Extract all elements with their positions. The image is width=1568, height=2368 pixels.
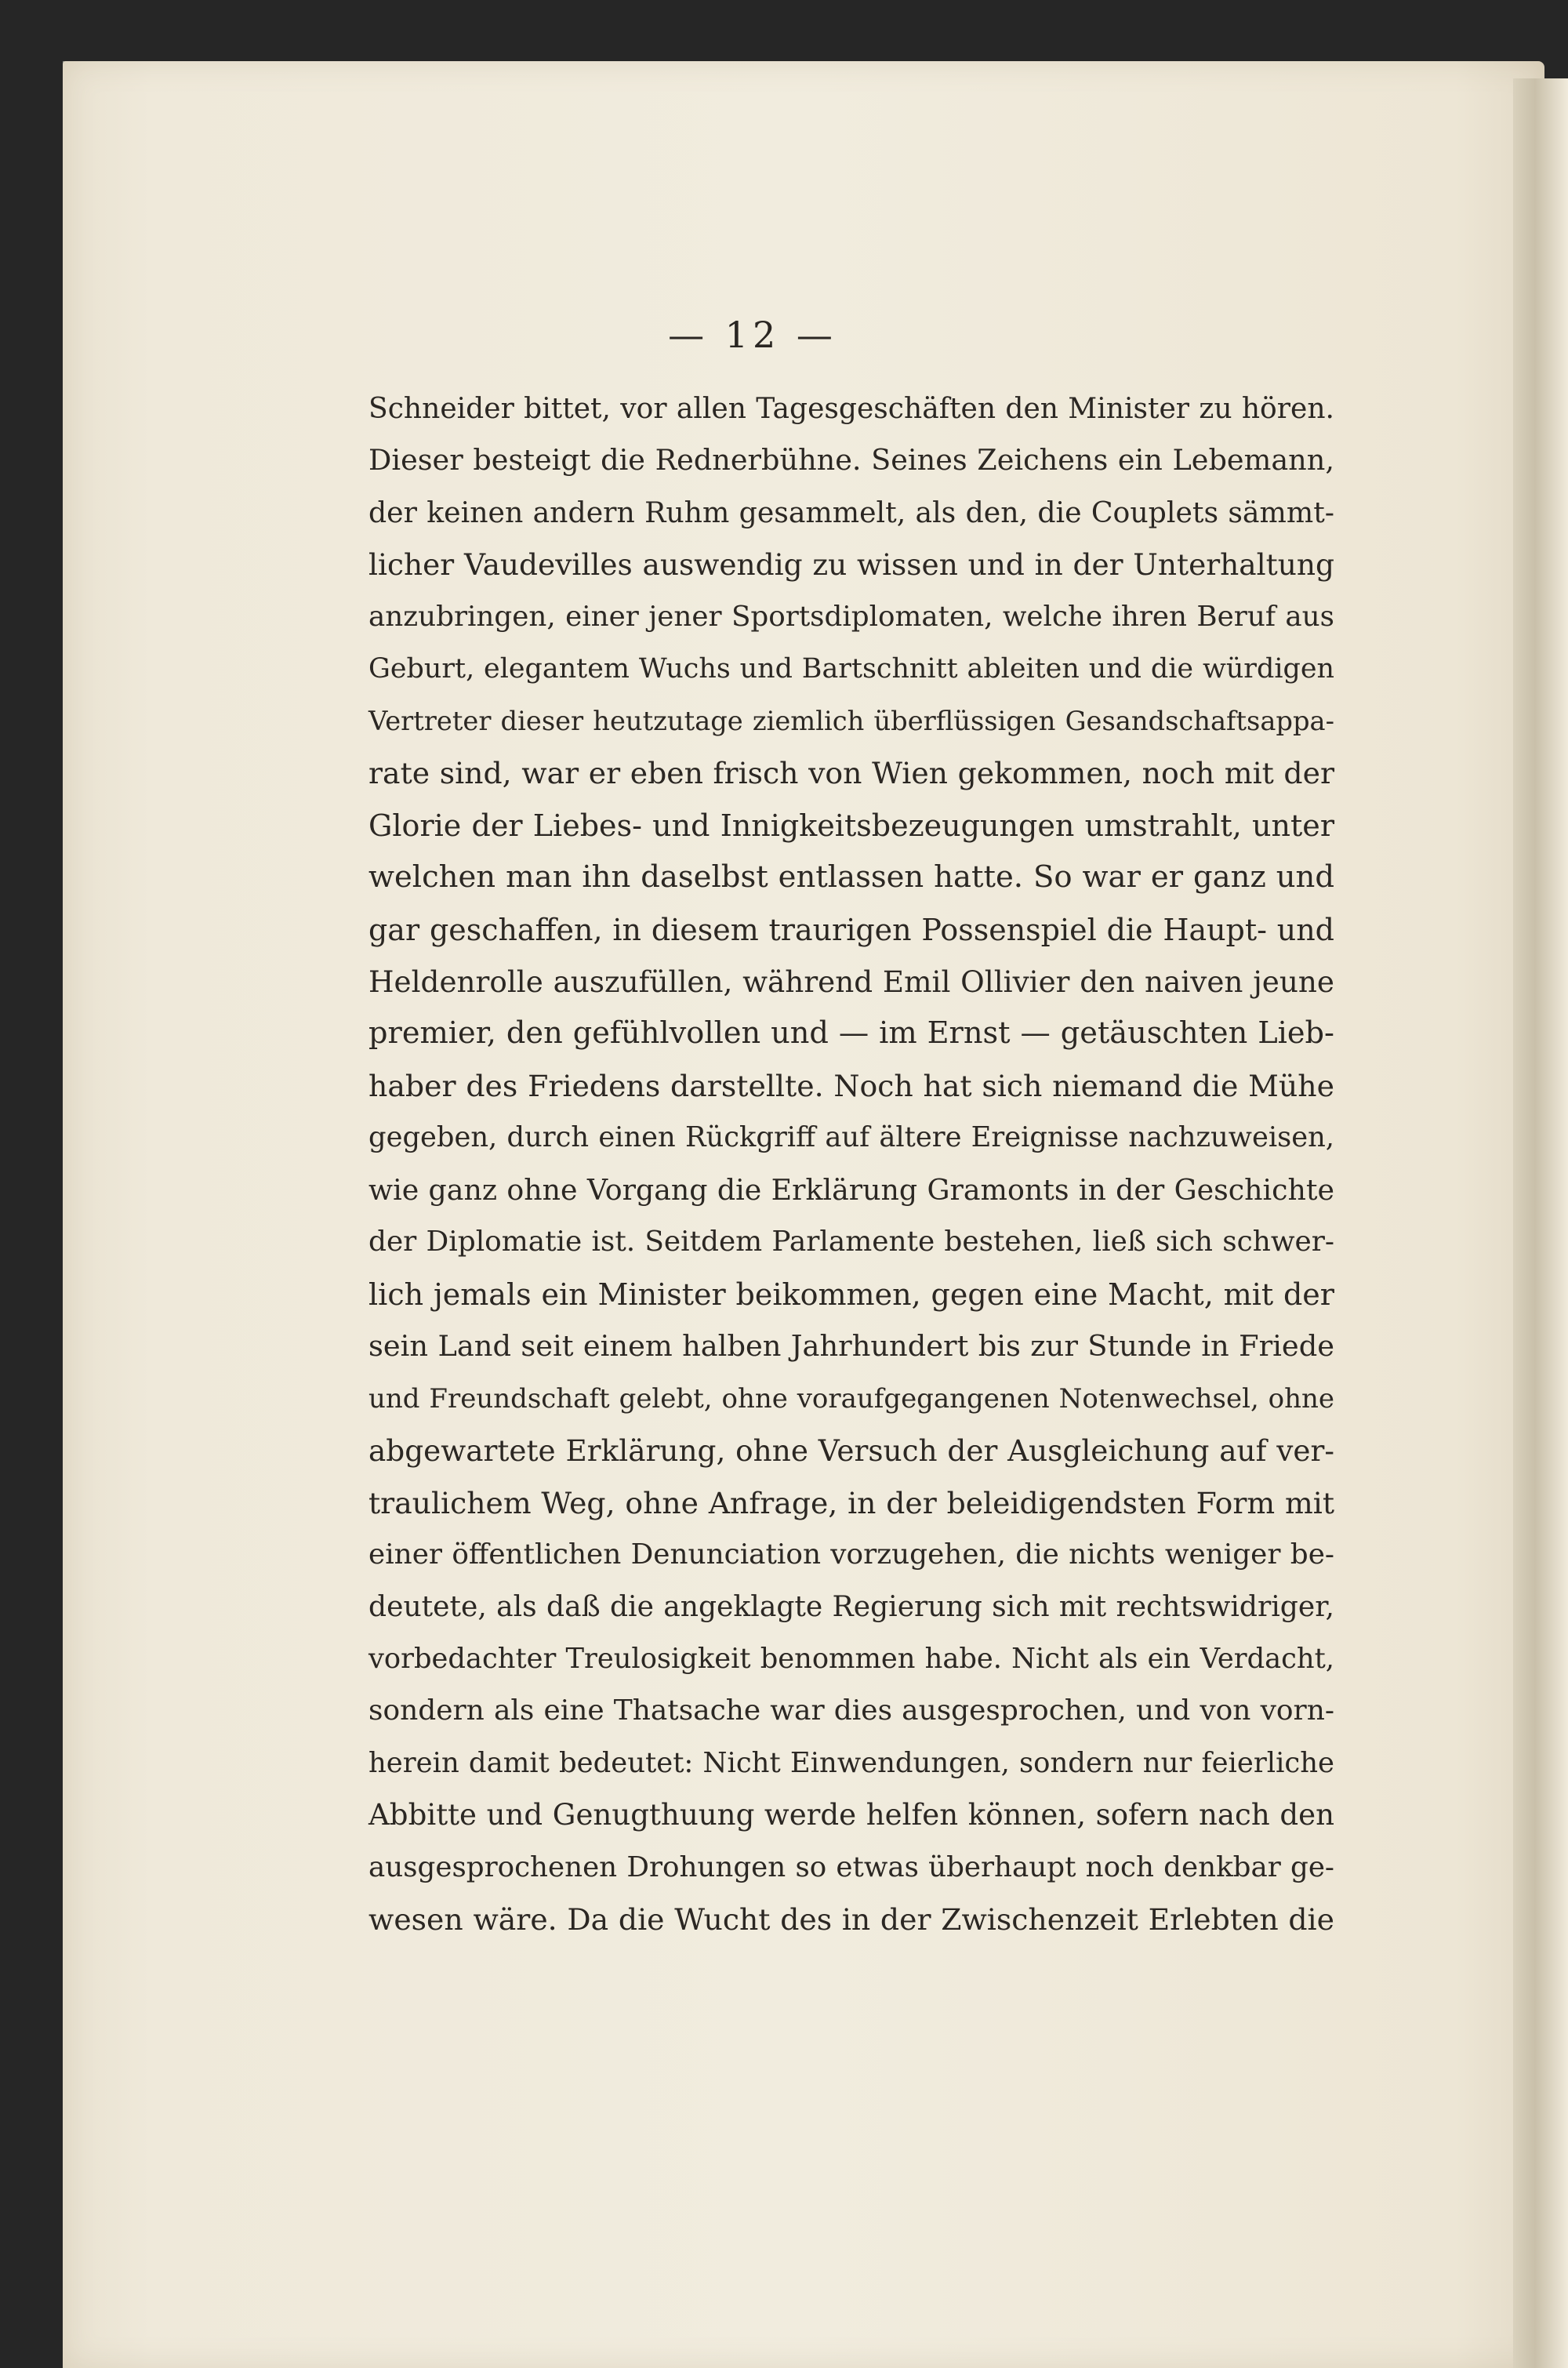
text-line: anzubringen, einer jener Sportsdiplomaten, welche ihren Beruf aus bbox=[368, 600, 1334, 633]
text-line: haber des Friedens darstellte. Noch hat sich niemand die Mühe bbox=[368, 1068, 1334, 1103]
text-line: gegeben, durch einen Rückgriff auf ältere Ereignisse nachzuweisen, bbox=[368, 1121, 1334, 1154]
text-line: Abbitte und Genugthuung werde helfen können, sofern nach den bbox=[368, 1798, 1334, 1832]
text-line: traulichem Weg, ohne Anfrage, in der beleidigendsten Form mit bbox=[368, 1485, 1334, 1520]
text-line: vorbedachter Treulosigkeit benommen habe. Nicht als ein Verdacht, bbox=[368, 1642, 1334, 1675]
text-line: rate sind, war er eben frisch von Wien gekommen, noch mit der bbox=[368, 756, 1334, 791]
text-line: licher Vaudevilles auswendig zu wissen und in der Unterhaltung bbox=[368, 547, 1334, 583]
text-line: und Freundschaft gelebt, ohne voraufgegangenen Notenwechsel, ohne bbox=[368, 1382, 1334, 1415]
text-line: abgewartete Erklärung, ohne Versuch der Ausgleichung auf ver- bbox=[368, 1433, 1334, 1469]
text-line: herein damit bedeutet: Nicht Einwendungen, sondern nur feierliche bbox=[368, 1746, 1334, 1779]
text-line: lich jemals ein Minister beikommen, gegen eine Macht, mit der bbox=[368, 1277, 1334, 1312]
text-line: premier, den gefühlvollen und — im Ernst — getäuschten Lieb- bbox=[368, 1015, 1334, 1051]
text-line: deutete, als daß die angeklagte Regierung sich mit rechtswidriger, bbox=[368, 1590, 1334, 1624]
text-line: Vertreter dieser heutzutage ziemlich überflüssigen Gesandschaftsappa- bbox=[368, 705, 1334, 736]
text-line: gar geschaffen, in diesem traurigen Possenspiel die Haupt- und bbox=[368, 912, 1334, 947]
text-line: der keinen andern Ruhm gesammelt, als den, die Couplets sämmt- bbox=[368, 495, 1334, 529]
text-line: sein Land seit einem halben Jahrhundert bis zur Stunde in Friede bbox=[368, 1329, 1334, 1364]
text-line: wesen wäre. Da die Wucht des in der Zwischenzeit Erlebten die bbox=[368, 1902, 1334, 1938]
text-line: Heldenrolle auszufüllen, während Emil Ollivier den naiven jeune bbox=[368, 964, 1334, 999]
text-line: Geburt, elegantem Wuchs und Bartschnitt ableiten und die würdigen bbox=[368, 653, 1334, 685]
body-text bbox=[368, 383, 1334, 1946]
text-line: einer öffentlichen Denunciation vorzugehen, die nichts weniger be- bbox=[368, 1538, 1334, 1571]
text-line: Glorie der Liebes- und Innigkeitsbezeugungen umstrahlt, unter bbox=[368, 808, 1334, 843]
text-line: Schneider bittet, vor allen Tagesgeschäften den Minister zu hören. bbox=[368, 392, 1334, 425]
text-line: ausgesprochenen Drohungen so etwas überhaupt noch denkbar ge- bbox=[368, 1850, 1334, 1883]
next-page-edge bbox=[1513, 78, 1568, 2368]
text-line: wie ganz ohne Vorgang die Erklärung Gramonts in der Geschichte bbox=[368, 1172, 1334, 1207]
page-number: — 12 — bbox=[668, 314, 837, 356]
text-line: welchen man ihn daselbst entlassen hatte. So war er ganz und bbox=[368, 859, 1334, 895]
text-line: sondern als eine Thatsache war dies ausgesprochen, und von vorn- bbox=[368, 1694, 1334, 1727]
text-line: Dieser besteigt die Rednerbühne. Seines Zeichens ein Lebemann, bbox=[368, 443, 1334, 478]
text-line: der Diplomatie ist. Seitdem Parlamente bestehen, ließ sich schwer- bbox=[368, 1226, 1334, 1258]
